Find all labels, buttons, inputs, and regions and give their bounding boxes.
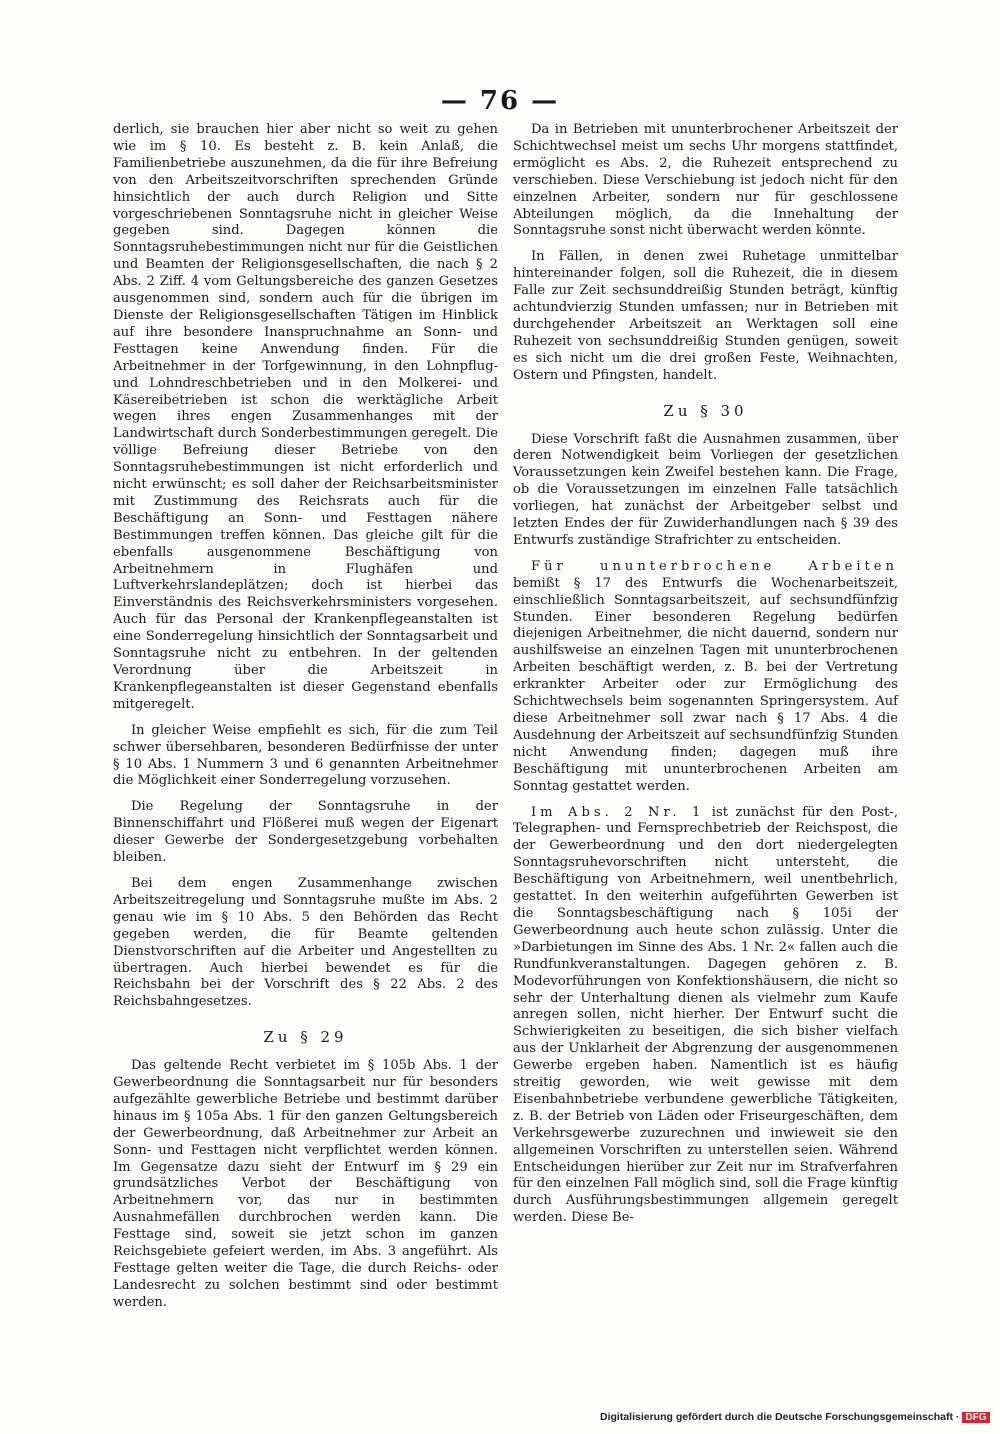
paragraph: Bei dem engen Zusammenhange zwischen Arbeitszeitregelung und Sonntagsruhe mußte im Abs. 2 genau wie im § 10 Abs. 5 den Behörden das Recht gegeben werden, die für Beamte geltenden Dienstvorschriften auf die Arbeiter und Angestellten zu übertragen. Auch hierbei bewendet es für die Reichsbahn bei der Vorschrift des § 22 Abs. 2 des Reichsbahngesetzes. [113,875,498,1010]
section-heading: Zu § 29 [263,1028,348,1047]
spaced-emphasis: Im Abs. 2 Nr. 1 [531,804,705,820]
page-number: — 76 — [440,86,560,116]
left-column [113,122,498,1321]
spaced-emphasis: Für ununterbrochene Arbeiten [531,558,898,574]
paragraph-text: bemißt § 17 des Entwurfs die Wochenarbeitszeit, einschließlich Sonntagsarbeitszeit, auf sechsundfünfzig Stunden. Einer besonderen Regelung bedürfen diejenigen Arbeitnehmer, die nicht dauernd, sondern nur aushilfsweise an einzelnen Tagen mit ununterbrochenen Arbeiten beschäftigt werden, z. B. bei der Vertretung erkrankter Arbeiter oder zur Ermöglichung des Schichtwechsels beim sogenannten Springersystem. Auf diese Arbeitnehmer soll zwar nach § 17 Abs. 4 die Ausdehnung der Arbeitszeit auf sechsundfünfzig Stunden nicht Anwendung finden; dagegen muß ihre Beschäftigung mit ununterbrochenen Arbeiten am Sonntag gestattet werden. [513,575,898,794]
footer-text: Digitalisierung gefördert durch die Deutsche Forschungsgemeinschaft · [600,1411,960,1423]
paragraph: Diese Vorschrift faßt die Ausnahmen zusammen, über deren Notwendigkeit beim Vorliegen der gesetzlichen Voraussetzungen kein Zweifel bestehen kann. Die Frage, ob die Voraussetzungen im einzelnen Falle tatsächlich vorliegen, hat zunächst der Arbeitgeber selbst und letzten Endes der für Zuwiderhandlungen nach § 39 des Entwurfs zuständige Strafrichter zu entscheiden. [513,431,898,548]
paragraph [513,559,898,796]
section-heading: Zu § 30 [663,401,748,420]
paragraph-text: ist zunächst für den Post-, Telegraphen- und Fernsprechbetrieb der Reichspost, die der Gewerbeordnung und den dort niedergelegten Sonntagsruhevorschriften nicht untersteht, die Beschäftigung von Arbeitnehmern, weil unentbehrlich, gestattet. In den weiterhin aufgeführten Gewerben ist die Sonntagsbeschäftigung nach § 105i der Gewerbeordnung auch heute schon zulässig. Unter die »Darbietungen im Sinne des Abs. 1 Nr. 2« fallen auch die Rundfunkveranstaltungen. Dagegen gehören z. B. Modevorführungen von Konfektionshäusern, die nicht so sehr der Unterhaltung dienen als vielmehr zum Kaufe anregen sollen, nicht hierher. Der Entwurf sucht die Schwierigkeiten zu beseitigen, die sich bisher vielfach aus der Unklarheit der Abgrenzung der ausgenommenen Gewerbe ergeben haben. Namentlich ist es häufig streitig geworden, wie weit gewisse mit dem Eisenbahnbetriebe verbundene gewerbliche Tätigkeiten, z. B. der Betrieb von Läden oder Friseurgeschäften, dem Verkehrsgewerbe zuzurechnen und inwieweit sie den allgemeinen Vorschriften zu unterstellen seien. Während Entscheidungen hierüber zur Zeit nur im Strafverfahren für den einzelnen Fall möglich sind, soll die Frage künftig durch Ausführungsbestimmungen allgemein geregelt werden. Diese Be- [513,804,898,1226]
paragraph: Die Regelung der Sonntagsruhe in der Binnenschiffahrt und Flößerei muß wegen der Eigenart dieser Gewerbe der Sondergesetzgebung vorbehalten bleiben. [113,799,498,866]
paragraph: In gleicher Weise empfiehlt es sich, für die zum Teil schwer übersehbaren, besonderen Bedürfnisse der unter § 10 Abs. 1 Nummern 3 und 6 genannten Arbeitnehmer die Möglichkeit einer Sonderregelung vorzusehen. [113,722,498,789]
digitization-footer [600,1411,990,1423]
paragraph: Das geltende Recht verbietet im § 105b Abs. 1 der Gewerbeordnung die Sonntagsarbeit nur für besonders aufgezählte gewerbliche Betriebe und bestimmt darüber hinaus im § 105a Abs. 1 für den ganzen Geltungsbereich der Gewerbeordnung, daß Arbeitnehmer zur Arbeit an Sonn- und Festtagen nicht verpflichtet werden können. Im Gegensatze dazu sieht der Entwurf im § 29 ein grundsätzliches Verbot der Beschäftigung von Arbeitnehmern vor, das nur in bestimmten Ausnahmefällen durchbrochen werden kann. Die Festtage sind, soweit sie jetzt schon im ganzen Reichsgebiete gefeiert werden, im Abs. 3 angeführt. Als Festtage gelten weiter die Tage, die durch Reichs- oder Landesrecht zu solchen bestimmt sind oder bestimmt werden. [113,1058,498,1310]
paragraph: Da in Betrieben mit ununterbrochener Arbeitszeit der Schichtwechsel meist um sechs Uhr morgens stattfindet, ermöglicht es Abs. 2, die Ruhezeit entsprechend zu verschieben. Diese Verschiebung ist jedoch nicht für den einzelnen Arbeiter, sondern nur für geschlossene Abteilungen möglich, da die Innehaltung der Sonntagsruhe sonst nicht überwacht werden könnte. [513,122,898,239]
right-column [513,122,898,1236]
paragraph: derlich, sie brauchen hier aber nicht so weit zu gehen wie im § 10. Es besteht z. B. kein Anlaß, die Familienbetriebe auszunehmen, da die für ihre Befreiung von den Arbeitszeitvorschriften sprechenden Gründe hinsichtlich der auch durch Religion und Sitte vorgeschriebenen Sonntagsruhe nicht in gleicher Weise gegeben sind. Dagegen können die Sonntagsruhebestimmungen nicht nur für die Geistlichen und Beamten der Religionsgesellschaften, die nach § 2 Abs. 2 Ziff. 4 vom Geltungsbereiche des ganzen Gesetzes ausgenommen sind, sondern auch für die übrigen im Dienste der Religionsgesellschaften Tätigen im Hinblick auf ihre besondere Inanspruchnahme an Sonn- und Festtagen keine Anwendung finden. Für die Arbeitnehmer in der Torfgewinnung, in den Lohnpflug- und Lohndreschbetrieben und in den Molkerei- und Käsereibetrieben ist schon die werktägliche Arbeit wegen ihres engen Zusammenhanges mit der Landwirtschaft durch Sonderbestimmungen geregelt. Die völlige Befreiung dieser Betriebe von den Sonntagsruhebestimmungen ist nicht erforderlich und nicht erwünscht; es soll daher der Reichsarbeitsminister mit Zustimmung des Reichsrats auch für die Beschäftigung an Sonn- und Festtagen nähere Bestimmungen treffen können. Das gleiche gilt für die ebenfalls ausgenommene Beschäftigung von Arbeitnehmern in Flughäfen und Luftverkehrslandeplätzen; doch ist hierbei das Einverständnis des Reichsverkehrsministers vorgesehen. Auch für das Personal der Krankenpflegeanstalten ist eine Sonderregelung hinsichtlich der Sonntagsarbeit und Sonntagsruhe nicht zu entbehren. In der geltenden Verordnung über die Arbeitszeit in Krankenpflegeanstalten ist dieser Gegenstand ebenfalls mitgeregelt. [113,122,498,712]
paragraph: In Fällen, in denen zwei Ruhetage unmittelbar hintereinander folgen, soll die Ruhezeit, die in diesem Falle zur Zeit sechsunddreißig Stunden beträgt, künftig achtundvierzig Stunden umfassen; nur in Betrieben mit durchgehender Arbeitszeit an Werktagen soll eine Ruhezeit von sechsunddreißig Stunden genügen, soweit es sich nicht um die drei großen Feste, Weihnachten, Ostern und Pfingsten, handelt. [513,249,898,383]
paragraph [513,805,898,1228]
dfg-logo: DFG [962,1412,989,1423]
